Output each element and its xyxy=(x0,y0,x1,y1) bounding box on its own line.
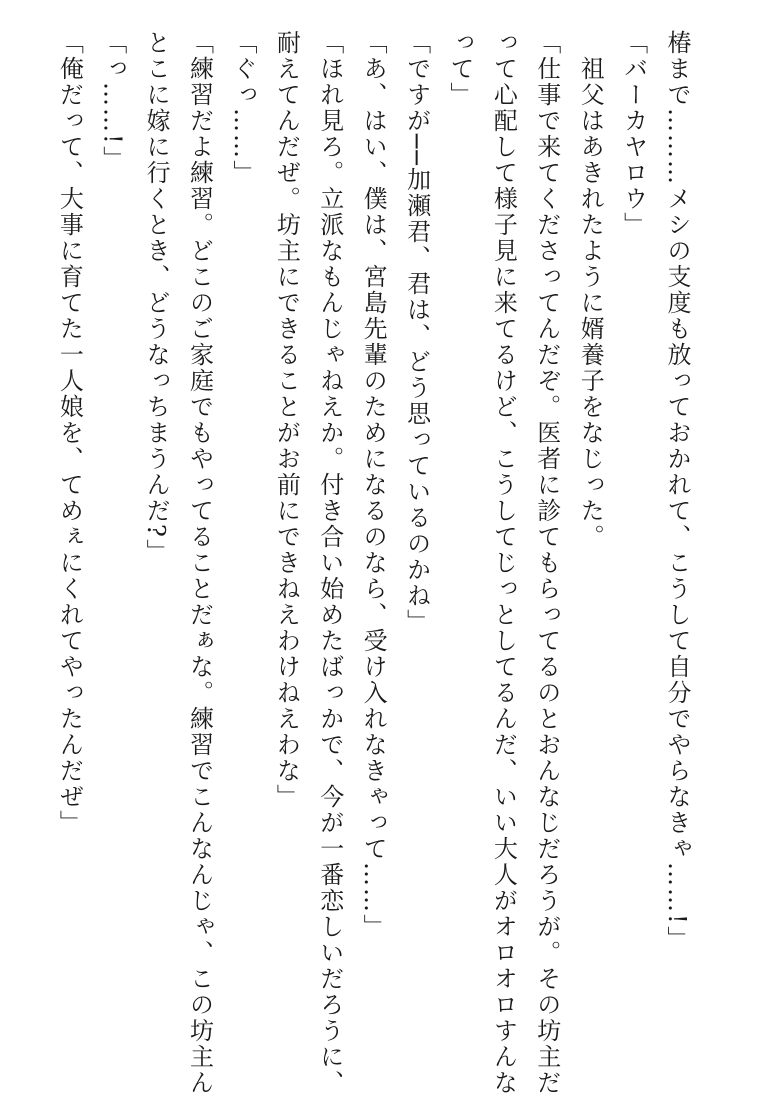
text-line-12: 「練習だよ練習。どこのご家庭でもやってることだぁな。練習でこんなんじゃ、この坊主ん xyxy=(185,30,214,1096)
text-line-1: 椿まで………メシの支度も放っておかれて、こうして自分でやらなきゃ……!」 xyxy=(663,30,691,952)
text-line-5: って心配して様子見に来てるけど、こうしてじっとしてるんだ、いい大人がオロオロすんな xyxy=(489,30,518,1096)
text-line-7: 「ですが──加瀬君、君は、どう思っているのかね」 xyxy=(402,30,431,635)
text-line-9: 「ほれ見ろ。立派なもんじゃねえか。付き合い始めたばっかで、今が一番恋しいだろうに、 xyxy=(315,30,344,1096)
text-line-10: 耐えてんだぜ。坊主にできることがお前にできねえわけねえわな」 xyxy=(272,30,301,810)
text-line-11: 「ぐっ……」 xyxy=(228,30,257,186)
text-line-3: 祖父はあきれたように婿養子をなじった。 xyxy=(576,30,605,550)
text-line-15: 「俺だって、大事に育てた一人娘を、てめぇにくれてやったんだぜ」 xyxy=(55,30,84,836)
vertical-text-block xyxy=(47,30,698,1096)
text-line-4: 「仕事で来てくださってんだぞ。医者に診てもらってるのとおんなじだろうが。その坊主だ xyxy=(532,30,561,1096)
text-line-6: って」 xyxy=(445,30,474,108)
text-line-8: 「あ、はい、僕は、宮島先輩のためになるのなら、受け入れなきゃって……」 xyxy=(359,30,388,940)
text-line-13: とこに嫁に行くとき、どうなっちまうんだ?」 xyxy=(142,30,171,565)
text-line-14: 「っ……!」 xyxy=(98,30,127,172)
text-line-2: 「バーカヤロウ」 xyxy=(619,30,648,238)
